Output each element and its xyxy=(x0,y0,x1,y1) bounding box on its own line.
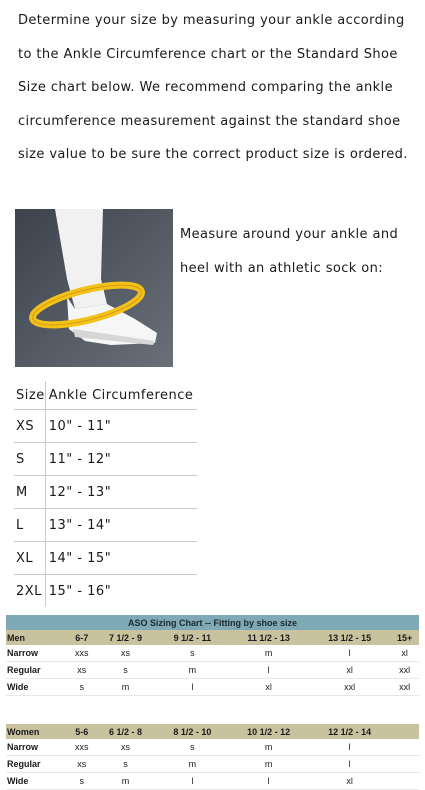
women-header-row xyxy=(6,724,419,739)
size-cell: m xyxy=(228,645,309,662)
men-column-header: 11 1/2 - 13 xyxy=(228,630,309,645)
size-cell: s xyxy=(94,756,156,773)
size-cell: xxl xyxy=(390,662,419,679)
women-column-header: 5-6 xyxy=(69,724,94,739)
men-column-header: 9 1/2 - 11 xyxy=(157,630,229,645)
women-column-header xyxy=(390,724,419,739)
header-ankle-circumference: Ankle Circumference xyxy=(45,381,197,410)
ankle-measure-photo xyxy=(15,209,173,367)
size-cell: l xyxy=(157,773,229,790)
table-spacer xyxy=(6,696,419,725)
aso-chart-title: ASO Sizing Chart -- Fitting by shoe size xyxy=(6,615,419,630)
size-cell: xl xyxy=(390,645,419,662)
circumference-cell: 11" - 12" xyxy=(45,443,197,476)
size-cell: XS xyxy=(14,410,45,443)
table-row xyxy=(14,575,197,608)
width-label: Regular xyxy=(6,756,69,773)
men-label: Men xyxy=(6,630,69,645)
ankle-measure-illustration xyxy=(15,209,173,367)
size-cell: L xyxy=(14,509,45,542)
size-cell: xs xyxy=(69,662,94,679)
size-cell: s xyxy=(94,662,156,679)
size-cell: xxl xyxy=(309,679,390,696)
women-label: Women xyxy=(6,724,69,739)
size-cell: l xyxy=(309,756,390,773)
size-cell: m xyxy=(228,756,309,773)
table-row xyxy=(6,756,419,773)
size-cell: 2XL xyxy=(14,575,45,608)
circumference-cell: 12" - 13" xyxy=(45,476,197,509)
size-cell: xxl xyxy=(390,679,419,696)
men-column-header: 6-7 xyxy=(69,630,94,645)
width-label: Narrow xyxy=(6,645,69,662)
size-cell: m xyxy=(157,662,229,679)
width-label: Wide xyxy=(6,679,69,696)
width-label: Wide xyxy=(6,773,69,790)
size-cell: M xyxy=(14,476,45,509)
ankle-table-header xyxy=(14,381,197,410)
size-cell: xl xyxy=(309,773,390,790)
measure-instructions: Measure around your ankle and heel with an athletic sock on: xyxy=(180,227,399,276)
circumference-cell: 13" - 14" xyxy=(45,509,197,542)
size-cell: xxs xyxy=(69,739,94,756)
size-cell: l xyxy=(228,773,309,790)
table-row xyxy=(6,662,419,679)
aso-chart-title-row xyxy=(6,615,419,630)
size-cell: XL xyxy=(14,542,45,575)
table-row xyxy=(6,773,419,790)
width-label: Narrow xyxy=(6,739,69,756)
size-cell xyxy=(390,773,419,790)
size-cell: l xyxy=(157,679,229,696)
size-cell xyxy=(390,756,419,773)
intro-paragraph: Determine your size by measuring your ankle according to the Ankle Circumference chart or the Standard Shoe Size chart below. We recommend comparing the ankle circumference measurement against the standard shoe size value to be sure the correct product size is ordered. xyxy=(18,13,408,162)
size-cell: l xyxy=(309,739,390,756)
size-cell: m xyxy=(94,679,156,696)
size-cell: s xyxy=(69,679,94,696)
table-row xyxy=(6,739,419,756)
size-cell: l xyxy=(309,645,390,662)
women-column-header: 10 1/2 - 12 xyxy=(228,724,309,739)
table-row xyxy=(14,410,197,443)
women-column-header: 8 1/2 - 10 xyxy=(157,724,229,739)
circumference-cell: 15" - 16" xyxy=(48,583,112,599)
table-row xyxy=(14,509,197,542)
men-header-row xyxy=(6,630,419,645)
ankle-circumference-table xyxy=(14,381,197,607)
circumference-cell: 14" - 15" xyxy=(45,542,197,575)
size-cell: m xyxy=(94,773,156,790)
table-row xyxy=(6,679,419,696)
table-row xyxy=(14,443,197,476)
table-row xyxy=(14,542,197,575)
size-cell: l xyxy=(228,662,309,679)
size-cell: xs xyxy=(94,739,156,756)
size-cell: xxs xyxy=(69,645,94,662)
header-size: Size xyxy=(14,381,45,410)
circumference-cell: 10" - 11" xyxy=(45,410,197,443)
size-cell: m xyxy=(228,739,309,756)
aso-sizing-chart xyxy=(6,615,419,790)
size-cell: m xyxy=(157,756,229,773)
size-cell: S xyxy=(14,443,45,476)
women-column-header: 6 1/2 - 8 xyxy=(94,724,156,739)
men-column-header: 13 1/2 - 15 xyxy=(309,630,390,645)
table-row xyxy=(6,645,419,662)
table-row xyxy=(14,476,197,509)
women-column-header: 12 1/2 - 14 xyxy=(309,724,390,739)
size-cell: xs xyxy=(69,756,94,773)
size-cell: s xyxy=(157,645,229,662)
size-cell: xl xyxy=(228,679,309,696)
size-cell: xs xyxy=(94,645,156,662)
size-cell xyxy=(390,739,419,756)
width-label: Regular xyxy=(6,662,69,679)
men-column-header: 7 1/2 - 9 xyxy=(94,630,156,645)
size-cell: xl xyxy=(309,662,390,679)
size-cell: s xyxy=(69,773,94,790)
men-column-header: 15+ xyxy=(390,630,419,645)
size-cell: s xyxy=(157,739,229,756)
